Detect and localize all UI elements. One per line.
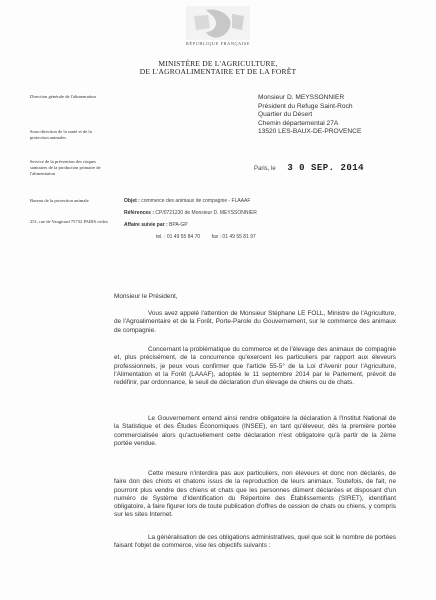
- references-value: CP/0721230 de Monsieur D. MEYSSONNIER: [155, 210, 257, 216]
- date-stamp: 3 0 SEP. 2014: [287, 163, 365, 173]
- object-row: [124, 198, 250, 204]
- paragraph-2: Concernant la problématique du commerce et de l'élevage des animaux de compagnie et, plus précisément, de la concurrence qu'exercent les particuliers par rapport aux éleveurs professionnels, je peux vous confirmer que l'article 55-5° de la Loi d'Avenir pour l'Agriculture, l'Alimentation et la Forêt (LAAAF), adoptée le 11 septembre 2014 par le Parlement, prévoit de redéfinir, par ordonnance, le seuil de déclaration d'un élevage de chiens ou de chats.: [114, 346, 396, 387]
- sidebar-direction-generale: Direction générale de l'alimentation: [30, 94, 96, 99]
- letter-date: [254, 163, 364, 173]
- sidebar-bureau: Bureau de la protection animale: [30, 198, 89, 203]
- fax-value: fax : 01 49 55 81 97: [211, 234, 256, 240]
- recipient-address: [258, 94, 361, 137]
- affaire-label: Affaire suivie par :: [124, 222, 168, 228]
- ministry-name-line2: DE L'AGROALIMENTAIRE ET DE LA FORÊT: [139, 67, 297, 76]
- references-row: [124, 210, 257, 216]
- recipient-street2: Chemin départemental 27A: [258, 119, 339, 127]
- date-place: Paris, le: [254, 166, 276, 172]
- object-label: Objet :: [124, 198, 140, 204]
- ministry-name-line1: MINISTÈRE DE L'AGRICULTURE,: [158, 59, 278, 68]
- object-value: commerce des animaux de compagnie - FLAAAF: [141, 198, 251, 204]
- marianne-logo: [186, 6, 250, 40]
- tel-value: tel. : 01 49 55 84 70: [156, 234, 201, 240]
- sidebar-service: Service de la prévention des risques sanitaires de la production primaire de l'alimentation: [30, 159, 101, 177]
- salutation: Monsieur le Président,: [114, 293, 178, 300]
- paragraph-5: La généralisation de ces obligations administratives, quel que soit le nombre de portées faisant l'objet de commerce, vise les objectifs suivants :: [114, 534, 396, 550]
- recipient-city: 13520 LES-BAUX-DE-PROVENCE: [258, 128, 362, 136]
- sidebar-address: 251, rue de Vaugirard 75732 PARIS cedex: [30, 219, 108, 224]
- republic-label: RÉPUBLIQUE FRANÇAISE: [185, 41, 251, 46]
- affaire-value: BPA-GP: [169, 222, 188, 228]
- sidebar-sous-direction: Sous-direction de la santé et de la protection animales: [30, 129, 92, 141]
- affaire-row: [124, 222, 188, 228]
- paragraph-4: Cette mesure n'interdira pas aux particuliers, non éleveurs et donc non déclarés, de faire don des chiots et chatons issus de la reproduction de leurs animaux. Toutefois, de fait, ne pourront plus vendre des chiens et chats que les personnes dûment déclarées et disposant d'un numéro de Système d'Identification du Répertoire des Établissements (SIRET), identifiant obligatoire, à faire figurer lors de toute publication d'offres de cession de chats ou chiens, y compris sur les sites Internet.: [114, 470, 396, 519]
- recipient-name: Monsieur D. MEYSSONNIER: [258, 94, 345, 101]
- recipient-street1: Quartier du Désert: [258, 111, 313, 119]
- paragraph-3: Le Gouvernement entend ainsi rendre obligatoire la déclaration à l'Institut National de la Statistique et des Études Économiques (INSEE), en tant qu'éleveur, dès la première portée commercialisée alors qu'actuellement cette déclaration n'est obligatoire qu'à partir de la 2ème portée vendue.: [114, 415, 396, 447]
- recipient-role: Président du Refuge Saint-Roch: [258, 102, 353, 110]
- contact-row: [124, 234, 256, 240]
- paragraph-1: Vous avez appelé l'attention de Monsieur Stéphane LE FOLL, Ministre de l'Agriculture, de l'Agroalimentaire et de la Forêt, Porte-Parole du Gouvernement, sur le commerce des animaux de compagnie.: [114, 310, 396, 334]
- references-label: Références :: [124, 210, 155, 216]
